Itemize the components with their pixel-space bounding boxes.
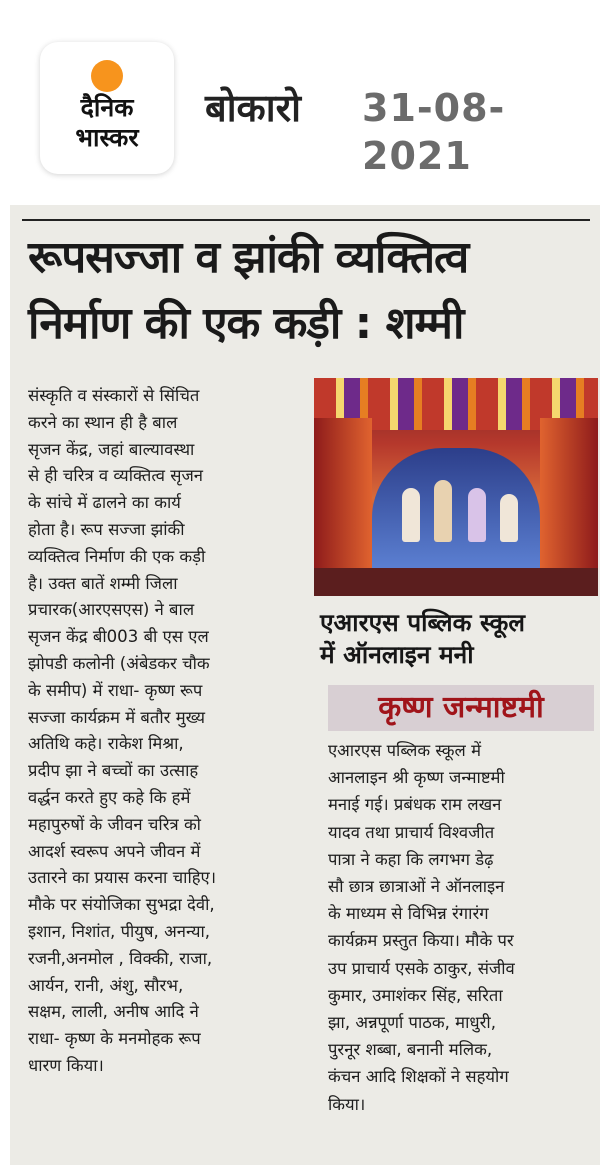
article1-line: सक्षम, लाली, अनीष आदि ने [28,1002,199,1022]
photo-figure [468,488,486,542]
article2-banner: कृष्ण जन्माष्टमी [328,685,594,731]
article1-line: इशान, निशांत, पीयुष, अनन्या, [28,921,211,941]
edition-city: बोकारो [205,86,301,130]
logo-text-line2: भास्कर [75,123,139,152]
article1-line: महापुरुषों के जीवन चरित्र को [28,814,201,834]
sun-icon [91,60,123,92]
article2-body [328,737,598,1118]
article2-line: कार्यक्रम प्रस्तुत किया। मौके पर [328,931,514,951]
photo-figure [402,488,420,542]
article1-line: संस्कृति व संस्कारों से सिंचित [28,386,200,405]
article2-line: किया। [328,1094,366,1114]
article2-line: आनलाइन श्री कृष्ण जन्माष्टमी [328,768,505,788]
article2-line: के माध्यम से विभिन्न रंगारंग [328,904,489,924]
article1-body [28,383,310,1080]
article1-line: के समीप) में राधा- कृष्ण रूप [28,680,203,700]
article2-line: कंचन आदि शिक्षकों ने सहयोग [328,1067,509,1087]
article2-headline-line1: एआरएस पब्लिक स्कूल [320,608,525,637]
photo-figure [434,480,452,542]
dainik-bhaskar-logo[interactable] [40,42,174,174]
article2-line: उप प्राचार्य एसके ठाकुर, संजीव [328,958,515,978]
article1-line: धारण किया। [28,1055,104,1075]
article1-line: से ही चरित्र व व्यक्तित्व सृजन [28,466,204,486]
article1-line: के सांचे में ढालने का कार्य [28,493,181,513]
article1-line: अतिथि कहे। राकेश मिश्रा, [28,734,184,754]
article1-line: सृजन केंद्र बी003 बी एस एल [28,627,209,647]
photo-stage [372,448,540,568]
logo-text-line1: दैनिक [80,93,134,122]
article2-line: झा, अन्नपूर्णा पाठक, माधुरी, [328,1013,496,1033]
article1-headline-line2: निर्माण की एक कड़ी : शम्मी [28,298,464,349]
article1-line: राधा- कृष्ण के मनमोहक रूप [28,1029,201,1049]
article2-line: कुमार, उमाशंकर सिंह, सरिता [328,985,503,1005]
article1-line: प्रदीप झा ने बच्चों का उत्साह [28,761,199,781]
event-photo [314,378,598,596]
article2-line: यादव तथा प्राचार्य विश्वजीत [328,822,495,842]
article2-line: पात्रा ने कहा कि लगभग डेढ़ [328,849,494,869]
top-rule [22,219,590,221]
article1-line: मौके पर संयोजिका सुभद्रा देवी, [28,895,215,915]
newspaper-clipping [10,205,600,1165]
article1-headline [28,225,590,357]
article1-line: करने का स्थान ही है बाल [28,412,178,432]
article1-line: आर्यन, रानी, अंशु, सौरभ, [28,975,184,995]
article2-line: एआरएस पब्लिक स्कूल में [328,741,481,760]
article1-line: प्रचारक(आरएसएस) ने बाल [28,600,195,620]
article2-line: सौ छात्र छात्राओं ने ऑनलाइन [328,877,505,897]
page-header [0,0,611,205]
article1-line: वर्द्धन करते हुए कहे कि हमें [28,787,191,807]
article1-line: होता है। रूप सज्जा झांकी [28,519,185,539]
article1-headline-line1: रूपसज्जा व झांकी व्यक्तित्व [28,232,469,283]
photo-floor [314,568,598,596]
photo-figure [500,494,518,542]
edition-date: 31-08-2021 [362,86,506,178]
article1-line: रजनी,अनमोल , विक्की, राजा, [28,948,213,968]
article2-line: मनाई गई। प्रबंधक राम लखन [328,795,502,815]
article1-line: सृजन केंद्र, जहां बाल्यावस्था [28,439,195,459]
article1-line: उतारने का प्रयास करना चाहिए। [28,868,217,888]
article2-line: पुरनूर शब्बा, बनानी मलिक, [328,1040,493,1060]
article1-line: व्यक्तित्व निर्माण की एक कड़ी [28,546,206,566]
article1-line: है। उक्त बातें शम्मी जिला [28,573,178,593]
article1-line: सज्जा कार्यक्रम में बतौर मुख्य [28,707,205,727]
article2-headline-line2: में ऑनलाइन मनी [320,640,474,669]
article2-headline [320,607,596,671]
article1-line: आदर्श स्वरूप अपने जीवन में [28,841,201,861]
article1-line: झोपडी कलोनी (अंबेडकर चौक [28,653,210,673]
